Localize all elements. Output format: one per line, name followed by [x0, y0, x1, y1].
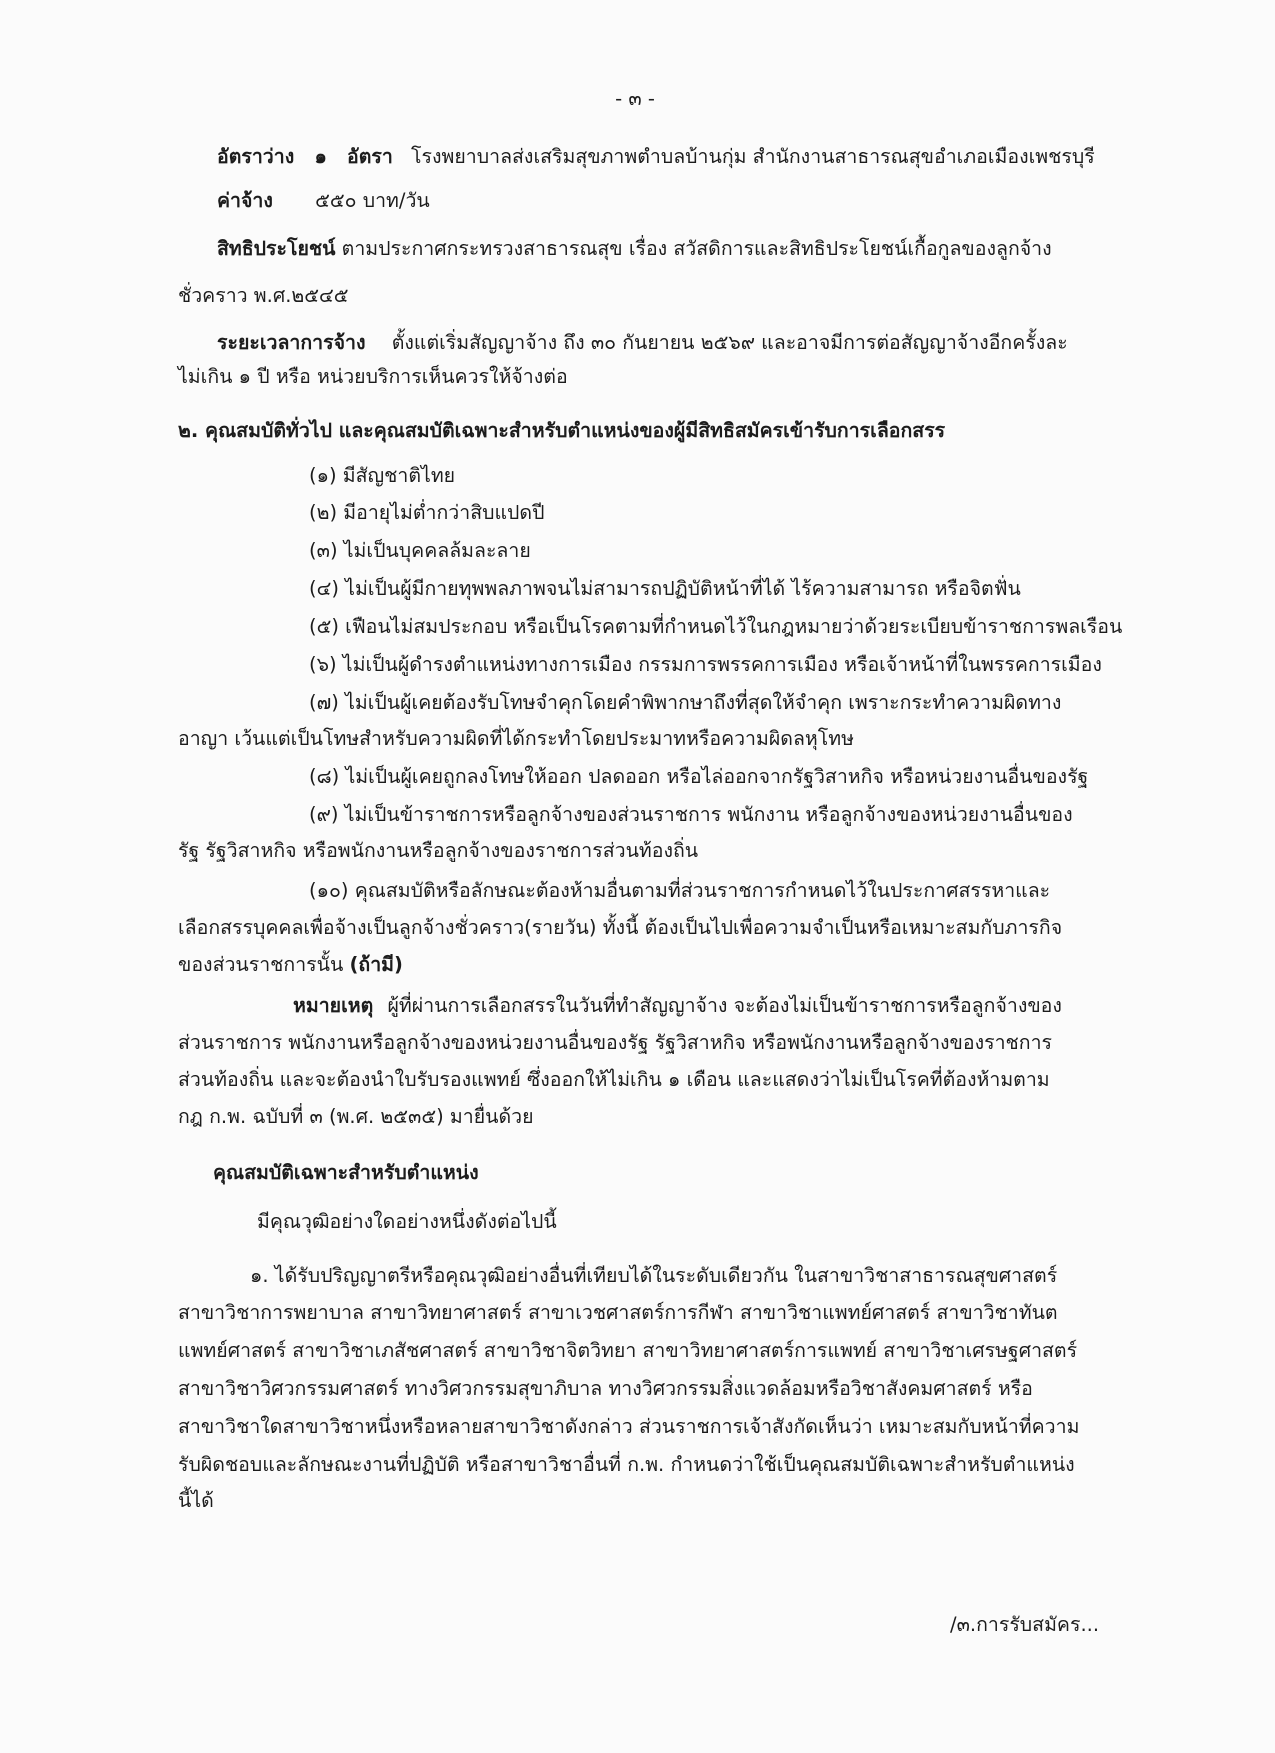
employment-period-text: ตั้งแต่เริ่มสัญญาจ้าง ถึง ๓๐ กันยายน ๒๕๖๙ และอาจมีการต่อสัญญาจ้างอีกครั้งละ	[391, 331, 1068, 354]
qualification-item-6: (๖) ไม่เป็นผู้ดำรงตำแหน่งทางการเมือง กรรมการพรรคการเมือง หรือเจ้าหน้าที่ในพรรคการเมือง	[309, 653, 1102, 676]
qualification-item-1: (๑) มีสัญชาติไทย	[309, 464, 456, 487]
qualification-item-9-cont: รัฐ รัฐวิสาหกิจ หรือพนักงานหรือลูกจ้างของราชการส่วนท้องถิ่น	[178, 839, 699, 862]
continuation-note: /๓.การรับสมัคร...	[950, 1613, 1100, 1636]
qualification-item-5: (๕) เฟือนไม่สมประกอบ หรือเป็นโรคตามที่กำหนดไว้ในกฎหมายว่าด้วยระเบียบข้าราชการพลเรือน	[309, 615, 1123, 638]
specific-qualifications-line-7: นี้ได้	[178, 1489, 214, 1512]
qualification-item-10-end	[178, 950, 403, 980]
qualification-item-7-cont: อาญา เว้นแต่เป็นโทษสำหรับความผิดที่ได้กระทำโดยประมาทหรือความผิดลหุโทษ	[178, 727, 854, 750]
qualification-item-2: (๒) มีอายุไม่ต่ำกว่าสิบแปดปี	[309, 501, 545, 524]
employment-period-line-2: ไม่เกิน ๑ ปี หรือ หน่วยบริการเห็นควรให้จ้างต่อ	[178, 365, 568, 388]
specific-qualifications-heading: คุณสมบัติเฉพาะสำหรับตำแหน่ง	[213, 1161, 479, 1184]
vacancy-label: อัตราว่าง	[217, 145, 295, 168]
note-line-3: ส่วนท้องถิ่น และจะต้องนำใบรับรองแพทย์ ซึ่งออกให้ไม่เกิน ๑ เดือน และแสดงว่าไม่เป็นโรคที่ต้องห้ามตาม	[178, 1068, 1050, 1091]
page-number: - ๓ -	[615, 87, 655, 110]
qualification-item-8: (๘) ไม่เป็นผู้เคยถูกลงโทษให้ออก ปลดออก หรือไล่ออกจากรัฐวิสาหกิจ หรือหน่วยงานอื่นของรัฐ	[309, 765, 1089, 788]
specific-qualifications-line-4: สาขาวิชาวิศวกรรมศาสตร์ ทางวิศวกรรมสุขาภิบาล ทางวิศวกรรมสิ่งแวดล้อมหรือวิชาสังคมศาสตร์ หรือ	[178, 1377, 1033, 1400]
note-line-2: ส่วนราชการ พนักงานหรือลูกจ้างของหน่วยงานอื่นของรัฐ รัฐวิสาหกิจ หรือพนักงานหรือลูกจ้างของราชการ	[178, 1031, 1053, 1054]
wage-value: ๕๕๐ บาท/วัน	[315, 189, 430, 212]
qualification-item-10-cont: เลือกสรรบุคคลเพื่อจ้างเป็นลูกจ้างชั่วคราว(รายวัน) ทั้งนี้ ต้องเป็นไปเพื่อความจำเป็นหรือเหมาะสมกับภารกิจ	[178, 916, 1063, 939]
specific-qualifications-line-6: รับผิดชอบและลักษณะงานที่ปฏิบัติ หรือสาขาวิชาอื่นที่ ก.พ. กำหนดว่าใช้เป็นคุณสมบัติเฉพาะสำหรับตำแหน่ง	[178, 1453, 1075, 1476]
employment-period-label: ระยะเวลาการจ้าง	[217, 331, 366, 354]
note-text: ผู้ที่ผ่านการเลือกสรรในวันที่ทำสัญญาจ้าง จะต้องไม่เป็นข้าราชการหรือลูกจ้างของ	[387, 994, 1062, 1017]
specific-qualifications-intro: มีคุณวุฒิอย่างใดอย่างหนึ่งดังต่อไปนี้	[257, 1210, 557, 1233]
benefits-line	[217, 234, 1117, 264]
qualification-item-4: (๔) ไม่เป็นผู้มีกายทุพพลภาพจนไม่สามารถปฏิบัติหน้าที่ได้ ไร้ความสามารถ หรือจิตฟั่น	[309, 577, 1021, 600]
wage-line	[217, 186, 617, 216]
specific-qualifications-line-1: ๑. ได้รับปริญญาตรีหรือคุณวุฒิอย่างอื่นที่เทียบได้ในระดับเดียวกัน ในสาขาวิชาสาธารณสุขศาสตร์	[250, 1264, 1058, 1287]
qualification-item-3: (๓) ไม่เป็นบุคคลล้มละลาย	[309, 539, 531, 562]
qualification-item-9: (๙) ไม่เป็นข้าราชการหรือลูกจ้างของส่วนราชการ พนักงาน หรือลูกจ้างของหน่วยงานอื่นของ	[309, 803, 1073, 826]
qualification-item-7: (๗) ไม่เป็นผู้เคยต้องรับโทษจำคุกโดยคำพิพากษาถึงที่สุดให้จำคุก เพราะกระทำความผิดทาง	[309, 691, 1062, 714]
wage-label: ค่าจ้าง	[217, 189, 273, 212]
benefits-text: ตามประกาศกระทรวงสาธารณสุข เรื่อง สวัสดิการและสิทธิประโยชน์เกื้อกูลของลูกจ้าง	[341, 237, 1052, 260]
qualification-item-10: (๑๐) คุณสมบัติหรือลักษณะต้องห้ามอื่นตามที่ส่วนราชการกำหนดไว้ในประกาศสรรหาและ	[309, 879, 1051, 902]
vacancy-count: ๑	[314, 145, 327, 168]
qualification-item-10-text: ของส่วนราชการนั้น	[178, 953, 344, 976]
specific-qualifications-line-5: สาขาวิชาใดสาขาวิชาหนึ่งหรือหลายสาขาวิชาดังกล่าว ส่วนราชการเจ้าสังกัดเห็นว่า เหมาะสมกับหน้าที่ความ	[178, 1415, 1080, 1438]
benefits-label: สิทธิประโยชน์	[217, 237, 336, 260]
note-line	[293, 991, 1062, 1021]
benefits-line-2: ชั่วคราว พ.ศ.๒๕๔๕	[178, 284, 349, 307]
note-label: หมายเหตุ	[293, 994, 374, 1017]
employment-period-line	[217, 328, 1127, 358]
vacancy-line	[217, 142, 1117, 172]
specific-qualifications-line-3: แพทย์ศาสตร์ สาขาวิชาเภสัชศาสตร์ สาขาวิชาจิตวิทยา สาขาวิทยาศาสตร์การแพทย์ สาขาวิชาเศรษฐศาสตร์	[178, 1339, 1078, 1362]
specific-qualifications-line-2: สาขาวิชาการพยาบาล สาขาวิทยาศาสตร์ สาขาเวชศาสตร์การกีฬา สาขาวิชาแพทย์ศาสตร์ สาขาวิชาทันต	[178, 1301, 1058, 1324]
note-line-4: กฎ ก.พ. ฉบับที่ ๓ (พ.ศ. ๒๕๓๕) มายื่นด้วย	[178, 1105, 534, 1128]
vacancy-location: โรงพยาบาลส่งเสริมสุขภาพตำบลบ้านกุ่ม สำนักงานสาธารณสุขอำเภอเมืองเพชรบุรี	[411, 145, 1095, 168]
vacancy-unit: อัตรา	[347, 145, 393, 168]
section2-heading: ๒. คุณสมบัติทั่วไป และคุณสมบัติเฉพาะสำหรับตำแหน่งของผู้มีสิทธิสมัครเข้ารับการเลือกสรร	[178, 419, 946, 442]
qualification-item-10-suffix: (ถ้ามี)	[349, 953, 403, 976]
